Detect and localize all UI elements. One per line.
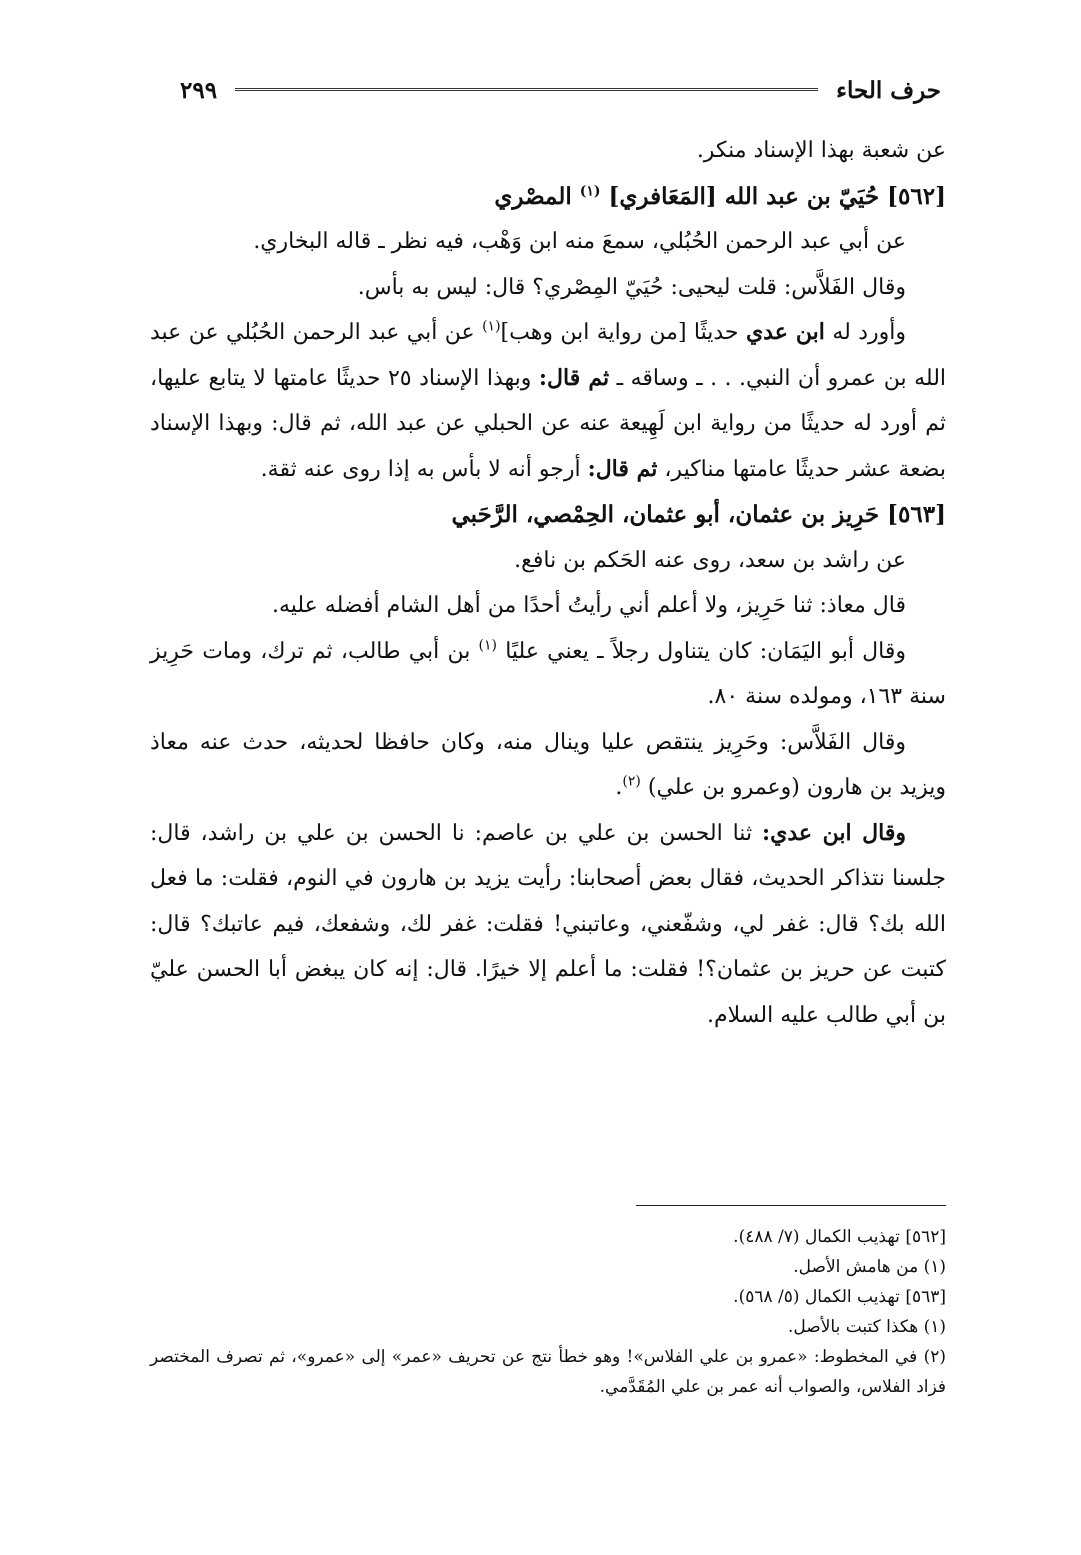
narrator-name: وقال ابن عدي:	[761, 819, 906, 846]
entry-heading-text: [٥٦٢] حُيَيّ بن عبد الله [المَعَافري]	[608, 182, 946, 210]
text-run: وقال الفَلاَّس: وحَرِيز ينتقص عليا وينال منه، وكان حافظا لحديثه، حدث عنه معاذ ويزيد بن هارون (وعمرو بن علي)	[150, 729, 946, 800]
narrator-name: ابن عدي	[745, 319, 825, 345]
footnote-marker: (١)	[579, 182, 601, 199]
footnote: (١) هكذا كتبت بالأصل.	[788, 1317, 946, 1337]
paragraph	[150, 310, 946, 492]
paragraph: قال معاذ: ثنا حَرِيز، ولا أعلم أني رأيتُ أحدًا من أهل الشام أفضله عليه.	[271, 593, 906, 618]
text-run: وبهذا الإسناد ٢٥ حديثًا عامتها لا يتابع عليها، ثم أورد له حديثًا من رواية ابن لَهِيعة عنه عن الحبلي عن عبد الله، ثم قال: وبهذا الإسناد بضعة عشر حديثًا عامتها مناكير،	[150, 365, 946, 482]
page-number: ٢٩٩	[180, 76, 218, 104]
entry-heading-562	[150, 174, 946, 220]
text-run: حديثًا [من رواية ابن وهب]	[500, 320, 739, 345]
paragraph	[150, 811, 946, 1039]
footnotes	[150, 1222, 946, 1402]
text-run: أرجو أنه لا بأس به إذا روى عنه ثقة.	[260, 456, 581, 482]
footnote: (١) من هامش الأصل.	[793, 1257, 946, 1277]
main-text	[150, 128, 946, 1038]
bold-phrase: ثم قال:	[587, 455, 658, 482]
entry-heading-text: المصْري	[494, 182, 572, 210]
entry-heading-563: [٥٦٣] حَرِيز بن عثمان، أبو عثمان، الحِمْصي، الرَّحَبي	[451, 501, 946, 528]
text-run: وقال أبو اليَمَان: كان يتناول رجلاً ـ يعني عليًا	[505, 638, 906, 664]
footnote-marker: (١)	[478, 637, 498, 654]
paragraph: عن أبي عبد الرحمن الحُبُلي، سمعَ منه ابن وَهْب، فيه نظر ـ قاله البخاري.	[253, 229, 906, 254]
chapter-title: حرف الحاء	[836, 76, 941, 104]
footnote-marker: (٢)	[622, 773, 641, 790]
paragraph	[150, 629, 946, 720]
text-run: ثنا الحسن بن علي بن عاصم: نا الحسن بن علي بن راشد، قال: جلسنا نتذاكر الحديث، فقال بعض أصحابنا: رأيت يزيد بن هارون في النوم، فقلت: ما فعل الله بك؟ قال: غفر لي، وشفّعني، وعاتبني! فقلت: غفر لك، وشفعك، فيم عاتبك؟ قال: كتبت عن حريز بن عثمان؟! فقلت: ما أعلم إلا خيرًا. قال: إنه كان يبغض أبا الحسن عليّ بن أبي طالب عليه السلام.	[150, 820, 946, 1028]
text-run: عن أبي عبد الرحمن الحُبُلي عن عبد الله بن عمرو أن النبي. . . ـ وساقه ـ	[150, 320, 947, 391]
paragraph: عن راشد بن سعد، روى عنه الحَكم بن نافع.	[514, 547, 906, 573]
footnote: [٥٦٣] تهذيب الكمال (٥/ ٥٦٨).	[733, 1287, 946, 1307]
header-rule	[235, 88, 818, 94]
footnote-separator	[636, 1205, 946, 1206]
text-run: وأورد له	[832, 320, 906, 345]
footnote-marker: (١)	[482, 318, 501, 335]
footnote: (٢) في المخطوط: «عمرو بن علي الفلاس»! وهو خطأ نتج عن تحريف «عمر» إلى «عمرو»، ثم تصرف المختصر فزاد الفلاس، والصواب أنه عمر بن علي المُقَدَّمي.	[150, 1347, 946, 1397]
running-header	[180, 72, 941, 108]
paragraph: وقال الفَلاَّس: قلت ليحيى: حُيَيّ المِصْري؟ قال: ليس به بأس.	[357, 274, 906, 300]
bold-phrase: ثم قال:	[538, 364, 610, 391]
text-run: بن أبي طالب، ثم ترك، ومات حَرِيز سنة ١٦٣، ومولده سنة ٨٠.	[150, 638, 946, 709]
paragraph	[150, 720, 946, 811]
footnote: [٥٦٢] تهذيب الكمال (٧/ ٤٨٨).	[733, 1227, 946, 1247]
text-run: .	[615, 775, 623, 800]
paragraph: عن شعبة بهذا الإسناد منكر.	[696, 138, 946, 163]
